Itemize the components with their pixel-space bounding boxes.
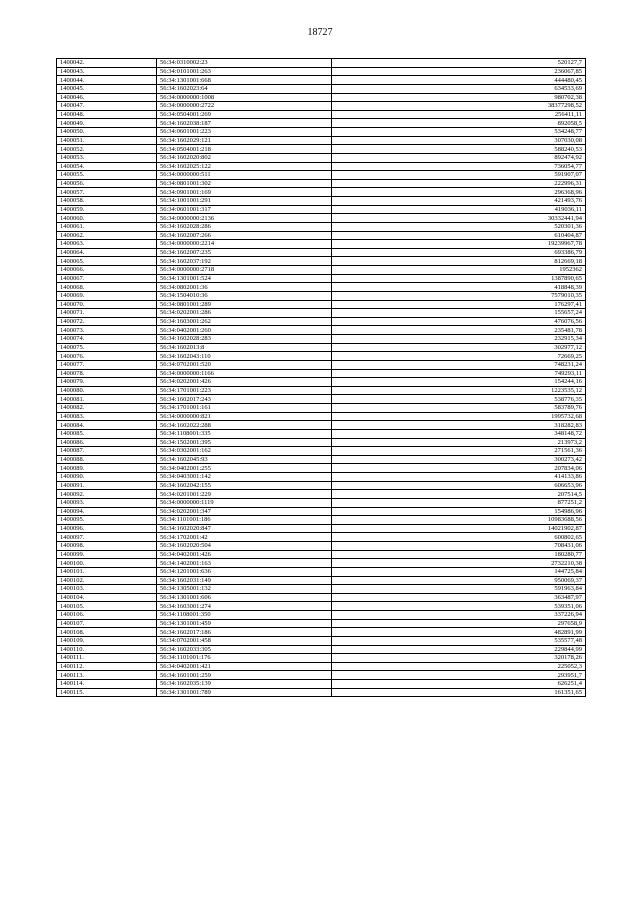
row-number-cell: 1400042.	[57, 59, 157, 68]
cadastral-number-cell: 56:34:0601001:317	[157, 205, 332, 214]
table-row	[57, 481, 586, 490]
cadastral-value-cell: 235481,78	[332, 326, 586, 335]
cadastral-number-cell: 56:34:1108001:350	[157, 611, 332, 620]
row-number-cell: 1400053.	[57, 153, 157, 162]
cadastral-number-cell: 56:34:1504010:36	[157, 291, 332, 300]
row-number-cell: 1400072.	[57, 317, 157, 326]
table-row	[57, 455, 586, 464]
table-row	[57, 671, 586, 680]
table-row	[57, 688, 586, 697]
table-row	[57, 619, 586, 628]
cadastral-number-cell: 56:34:1602013:8	[157, 343, 332, 352]
table-row	[57, 404, 586, 413]
row-number-cell: 1400082.	[57, 404, 157, 413]
cadastral-value-cell: 213973,2	[332, 438, 586, 447]
table-row	[57, 438, 586, 447]
row-number-cell: 1400043.	[57, 67, 157, 76]
row-number-cell: 1400069.	[57, 291, 157, 300]
table-row	[57, 343, 586, 352]
row-number-cell: 1400061.	[57, 222, 157, 231]
cadastral-number-cell: 56:34:1201001:636	[157, 567, 332, 576]
cadastral-number-cell: 56:34:1602029:121	[157, 136, 332, 145]
cadastral-value-cell: 1995732,68	[332, 412, 586, 421]
cadastral-value-cell: 297658,9	[332, 619, 586, 628]
row-number-cell: 1400068.	[57, 283, 157, 292]
row-number-cell: 1400101.	[57, 567, 157, 576]
cadastral-number-cell: 56:34:1602007:266	[157, 231, 332, 240]
cadastral-number-cell: 56:34:1001001:291	[157, 197, 332, 206]
row-number-cell: 1400055.	[57, 171, 157, 180]
cadastral-value-cell: 693386,79	[332, 248, 586, 257]
table-row	[57, 266, 586, 275]
cadastral-value-cell: 591963,84	[332, 585, 586, 594]
cadastral-number-cell: 56:34:0310002:23	[157, 59, 332, 68]
cadastral-value-cell: 606653,96	[332, 481, 586, 490]
cadastral-value-cell: 482891,99	[332, 628, 586, 637]
cadastral-number-cell: 56:34:1602028:283	[157, 335, 332, 344]
cadastral-value-cell: 363487,97	[332, 593, 586, 602]
cadastral-number-cell: 56:34:0504001:269	[157, 110, 332, 119]
cadastral-number-cell: 56:34:0702001:520	[157, 360, 332, 369]
table-row	[57, 662, 586, 671]
cadastral-value-cell: 180280,77	[332, 550, 586, 559]
table-row	[57, 257, 586, 266]
cadastral-number-cell: 56:34:0402001:426	[157, 550, 332, 559]
row-number-cell: 1400113.	[57, 671, 157, 680]
table-row	[57, 300, 586, 309]
cadastral-number-cell: 56:34:1701001:161	[157, 404, 332, 413]
table-row	[57, 240, 586, 249]
cadastral-value-cell: 534248,77	[332, 128, 586, 137]
row-number-cell: 1400063.	[57, 240, 157, 249]
cadastral-number-cell: 56:34:1602037:192	[157, 257, 332, 266]
table-row	[57, 231, 586, 240]
cadastral-value-cell: 591907,07	[332, 171, 586, 180]
row-number-cell: 1400045.	[57, 84, 157, 93]
cadastral-number-cell: 56:34:1301001:606	[157, 593, 332, 602]
table-row	[57, 429, 586, 438]
row-number-cell: 1400073.	[57, 326, 157, 335]
row-number-cell: 1400064.	[57, 248, 157, 257]
row-number-cell: 1400058.	[57, 197, 157, 206]
cadastral-value-cell: 19239967,78	[332, 240, 586, 249]
row-number-cell: 1400078.	[57, 369, 157, 378]
row-number-cell: 1400075.	[57, 343, 157, 352]
row-number-cell: 1400115.	[57, 688, 157, 697]
table-row	[57, 360, 586, 369]
cadastral-number-cell: 56:34:0000000:1166	[157, 369, 332, 378]
table-row	[57, 326, 586, 335]
row-number-cell: 1400093.	[57, 498, 157, 507]
cadastral-value-cell: 302977,12	[332, 343, 586, 352]
cadastral-value-cell: 38377298,52	[332, 102, 586, 111]
cadastral-number-cell: 56:34:0402001:260	[157, 326, 332, 335]
cadastral-number-cell: 56:34:1305001:132	[157, 585, 332, 594]
row-number-cell: 1400076.	[57, 352, 157, 361]
cadastral-number-cell: 56:34:1402001:163	[157, 559, 332, 568]
cadastral-number-cell: 56:34:1602022:288	[157, 421, 332, 430]
row-number-cell: 1400108.	[57, 628, 157, 637]
cadastral-value-table	[56, 58, 586, 697]
cadastral-value-cell: 812669,18	[332, 257, 586, 266]
row-number-cell: 1400079.	[57, 378, 157, 387]
table-row	[57, 567, 586, 576]
cadastral-number-cell: 56:34:1602007:235	[157, 248, 332, 257]
table-row	[57, 593, 586, 602]
cadastral-value-cell: 161351,65	[332, 688, 586, 697]
table-row	[57, 386, 586, 395]
cadastral-number-cell: 56:34:1602038:187	[157, 119, 332, 128]
cadastral-number-cell: 56:34:1602017:243	[157, 395, 332, 404]
cadastral-number-cell: 56:34:1602020:802	[157, 153, 332, 162]
table-row	[57, 490, 586, 499]
cadastral-number-cell: 56:34:1602035:139	[157, 680, 332, 689]
cadastral-value-cell: 708431,06	[332, 542, 586, 551]
cadastral-number-cell: 56:34:1603001:262	[157, 317, 332, 326]
cadastral-number-cell: 56:34:1602020:847	[157, 524, 332, 533]
row-number-cell: 1400051.	[57, 136, 157, 145]
cadastral-number-cell: 56:34:1602033:305	[157, 645, 332, 654]
table-row	[57, 516, 586, 525]
table-row	[57, 197, 586, 206]
cadastral-value-cell: 207834,06	[332, 464, 586, 473]
table-row	[57, 352, 586, 361]
cadastral-number-cell: 56:34:0802001:36	[157, 283, 332, 292]
table-row	[57, 153, 586, 162]
cadastral-value-cell: 236067,85	[332, 67, 586, 76]
table-row	[57, 205, 586, 214]
cadastral-value-cell: 10983688,56	[332, 516, 586, 525]
row-number-cell: 1400060.	[57, 214, 157, 223]
cadastral-value-cell: 418848,39	[332, 283, 586, 292]
table-body	[57, 59, 586, 697]
row-number-cell: 1400056.	[57, 179, 157, 188]
row-number-cell: 1400048.	[57, 110, 157, 119]
row-number-cell: 1400066.	[57, 266, 157, 275]
row-number-cell: 1400107.	[57, 619, 157, 628]
cadastral-number-cell: 56:34:1108001:335	[157, 429, 332, 438]
row-number-cell: 1400067.	[57, 274, 157, 283]
cadastral-value-cell: 318282,83	[332, 421, 586, 430]
table-row	[57, 680, 586, 689]
row-number-cell: 1400092.	[57, 490, 157, 499]
row-number-cell: 1400114.	[57, 680, 157, 689]
cadastral-number-cell: 56:34:0402001:421	[157, 662, 332, 671]
cadastral-number-cell: 56:34:1101001:186	[157, 516, 332, 525]
table-row	[57, 283, 586, 292]
row-number-cell: 1400087.	[57, 447, 157, 456]
row-number-cell: 1400094.	[57, 507, 157, 516]
row-number-cell: 1400046.	[57, 93, 157, 102]
row-number-cell: 1400085.	[57, 429, 157, 438]
cadastral-number-cell: 56:34:0302001:162	[157, 447, 332, 456]
cadastral-value-cell: 736054,77	[332, 162, 586, 171]
row-number-cell: 1400100.	[57, 559, 157, 568]
cadastral-value-cell: 419036,11	[332, 205, 586, 214]
cadastral-number-cell: 56:34:0402001:255	[157, 464, 332, 473]
row-number-cell: 1400098.	[57, 542, 157, 551]
table-row	[57, 473, 586, 482]
cadastral-value-cell: 610404,87	[332, 231, 586, 240]
row-number-cell: 1400089.	[57, 464, 157, 473]
cadastral-number-cell: 56:34:1701001:223	[157, 386, 332, 395]
cadastral-value-cell: 222996,31	[332, 179, 586, 188]
row-number-cell: 1400083.	[57, 412, 157, 421]
table-row	[57, 291, 586, 300]
row-number-cell: 1400054.	[57, 162, 157, 171]
cadastral-value-cell: 207514,5	[332, 490, 586, 499]
row-number-cell: 1400071.	[57, 309, 157, 318]
row-number-cell: 1400050.	[57, 128, 157, 137]
row-number-cell: 1400104.	[57, 593, 157, 602]
cadastral-number-cell: 56:34:1301001:459	[157, 619, 332, 628]
table-row	[57, 179, 586, 188]
row-number-cell: 1400110.	[57, 645, 157, 654]
table-row	[57, 110, 586, 119]
table-row	[57, 102, 586, 111]
cadastral-value-cell: 271561,36	[332, 447, 586, 456]
cadastral-number-cell: 56:34:1602031:149	[157, 576, 332, 585]
cadastral-value-cell: 293951,7	[332, 671, 586, 680]
cadastral-number-cell: 56:34:0601001:223	[157, 128, 332, 137]
row-number-cell: 1400097.	[57, 533, 157, 542]
row-number-cell: 1400088.	[57, 455, 157, 464]
cadastral-number-cell: 56:34:0702001:458	[157, 636, 332, 645]
cadastral-value-cell: 14021902,87	[332, 524, 586, 533]
cadastral-number-cell: 56:34:0000000:1119	[157, 498, 332, 507]
table-row	[57, 378, 586, 387]
cadastral-value-cell: 30332441,94	[332, 214, 586, 223]
table-row	[57, 533, 586, 542]
cadastral-value-cell: 155657,24	[332, 309, 586, 318]
cadastral-value-cell: 749293,11	[332, 369, 586, 378]
row-number-cell: 1400047.	[57, 102, 157, 111]
cadastral-value-cell: 296368,96	[332, 188, 586, 197]
cadastral-value-cell: 892058,5	[332, 119, 586, 128]
row-number-cell: 1400052.	[57, 145, 157, 154]
cadastral-number-cell: 56:34:0000000:2718	[157, 266, 332, 275]
cadastral-number-cell: 56:34:0000000:1008	[157, 93, 332, 102]
cadastral-number-cell: 56:34:1301001:524	[157, 274, 332, 283]
cadastral-value-cell: 421493,76	[332, 197, 586, 206]
cadastral-value-cell: 320178,26	[332, 654, 586, 663]
table-row	[57, 559, 586, 568]
table-row	[57, 498, 586, 507]
cadastral-number-cell: 56:34:1601001:259	[157, 671, 332, 680]
row-number-cell: 1400090.	[57, 473, 157, 482]
table-row	[57, 171, 586, 180]
row-number-cell: 1400103.	[57, 585, 157, 594]
row-number-cell: 1400062.	[57, 231, 157, 240]
page-number: 18727	[307, 27, 333, 38]
cadastral-value-cell: 229844,99	[332, 645, 586, 654]
cadastral-number-cell: 56:34:0000000:2214	[157, 240, 332, 249]
cadastral-value-cell: 626251,4	[332, 680, 586, 689]
cadastral-number-cell: 56:34:1101001:176	[157, 654, 332, 663]
table-row	[57, 222, 586, 231]
cadastral-number-cell: 56:34:1602043:110	[157, 352, 332, 361]
cadastral-value-cell: 225052,3	[332, 662, 586, 671]
table-row	[57, 335, 586, 344]
cadastral-value-cell: 444480,45	[332, 76, 586, 85]
cadastral-number-cell: 56:34:1702001:42	[157, 533, 332, 542]
row-number-cell: 1400095.	[57, 516, 157, 525]
row-number-cell: 1400111.	[57, 654, 157, 663]
cadastral-value-cell: 414133,86	[332, 473, 586, 482]
cadastral-value-cell: 144725,84	[332, 567, 586, 576]
cadastral-value-cell: 154244,16	[332, 378, 586, 387]
table-row	[57, 309, 586, 318]
cadastral-number-cell: 56:34:1602045:93	[157, 455, 332, 464]
table-row	[57, 507, 586, 516]
row-number-cell: 1400080.	[57, 386, 157, 395]
table-row	[57, 421, 586, 430]
table-row	[57, 145, 586, 154]
cadastral-number-cell: 56:34:0403001:142	[157, 473, 332, 482]
cadastral-number-cell: 56:34:0101001:263	[157, 67, 332, 76]
cadastral-value-cell: 232915,34	[332, 335, 586, 344]
table-row	[57, 84, 586, 93]
table-row	[57, 628, 586, 637]
cadastral-number-cell: 56:34:1502001:395	[157, 438, 332, 447]
table-row	[57, 369, 586, 378]
row-number-cell: 1400077.	[57, 360, 157, 369]
table-row	[57, 128, 586, 137]
table-row	[57, 524, 586, 533]
table-row	[57, 93, 586, 102]
row-number-cell: 1400065.	[57, 257, 157, 266]
cadastral-value-cell: 588240,53	[332, 145, 586, 154]
row-number-cell: 1400096.	[57, 524, 157, 533]
cadastral-value-cell: 307030,08	[332, 136, 586, 145]
cadastral-number-cell: 56:34:0201001:229	[157, 490, 332, 499]
table-row	[57, 274, 586, 283]
cadastral-value-cell: 600802,65	[332, 533, 586, 542]
cadastral-number-cell: 56:34:1603001:274	[157, 602, 332, 611]
cadastral-value-cell: 634533,69	[332, 84, 586, 93]
cadastral-value-cell: 476076,56	[332, 317, 586, 326]
cadastral-value-cell: 1223535,12	[332, 386, 586, 395]
cadastral-number-cell: 56:34:0202001:426	[157, 378, 332, 387]
cadastral-number-cell: 56:34:0202001:286	[157, 309, 332, 318]
cadastral-value-cell: 1387890,65	[332, 274, 586, 283]
table-row	[57, 636, 586, 645]
table-row	[57, 136, 586, 145]
cadastral-value-cell: 748231,24	[332, 360, 586, 369]
table-row	[57, 585, 586, 594]
row-number-cell: 1400106.	[57, 611, 157, 620]
table-row	[57, 188, 586, 197]
cadastral-value-cell: 892474,92	[332, 153, 586, 162]
cadastral-value-cell: 520127,7	[332, 59, 586, 68]
table-row	[57, 542, 586, 551]
cadastral-value-cell: 256411,11	[332, 110, 586, 119]
row-number-cell: 1400112.	[57, 662, 157, 671]
cadastral-value-cell: 348148,72	[332, 429, 586, 438]
table-row	[57, 412, 586, 421]
cadastral-number-cell: 56:34:0000000:821	[157, 412, 332, 421]
cadastral-value-cell: 980702,38	[332, 93, 586, 102]
cadastral-number-cell: 56:34:1301001:668	[157, 76, 332, 85]
cadastral-number-cell: 56:34:1602042:155	[157, 481, 332, 490]
cadastral-number-cell: 56:34:0504001:218	[157, 145, 332, 154]
cadastral-value-cell: 877251,2	[332, 498, 586, 507]
cadastral-number-cell: 56:34:1602025:122	[157, 162, 332, 171]
table-row	[57, 67, 586, 76]
cadastral-value-cell: 538776,35	[332, 395, 586, 404]
cadastral-number-cell: 56:34:1602020:504	[157, 542, 332, 551]
table-row	[57, 602, 586, 611]
cadastral-value-cell: 539351,06	[332, 602, 586, 611]
table-row	[57, 162, 586, 171]
row-number-cell: 1400105.	[57, 602, 157, 611]
cadastral-value-cell: 1952362	[332, 266, 586, 275]
cadastral-number-cell: 56:34:1301001:789	[157, 688, 332, 697]
table-row	[57, 550, 586, 559]
cadastral-value-cell: 2732210,38	[332, 559, 586, 568]
table-row	[57, 119, 586, 128]
table-row	[57, 59, 586, 68]
cadastral-value-cell: 520301,36	[332, 222, 586, 231]
row-number-cell: 1400099.	[57, 550, 157, 559]
cadastral-number-cell: 56:34:0202001:347	[157, 507, 332, 516]
cadastral-value-cell: 583789,76	[332, 404, 586, 413]
row-number-cell: 1400059.	[57, 205, 157, 214]
table-row	[57, 611, 586, 620]
cadastral-number-cell: 56:34:1602023:64	[157, 84, 332, 93]
cadastral-value-cell: 535577,48	[332, 636, 586, 645]
cadastral-value-cell: 154986,96	[332, 507, 586, 516]
cadastral-value-cell: 950069,37	[332, 576, 586, 585]
row-number-cell: 1400044.	[57, 76, 157, 85]
table-row	[57, 248, 586, 257]
row-number-cell: 1400074.	[57, 335, 157, 344]
cadastral-number-cell: 56:34:0801001:302	[157, 179, 332, 188]
row-number-cell: 1400086.	[57, 438, 157, 447]
row-number-cell: 1400109.	[57, 636, 157, 645]
row-number-cell: 1400084.	[57, 421, 157, 430]
cadastral-number-cell: 56:34:0901001:169	[157, 188, 332, 197]
row-number-cell: 1400081.	[57, 395, 157, 404]
table-row	[57, 654, 586, 663]
cadastral-value-cell: 72669,25	[332, 352, 586, 361]
table-row	[57, 645, 586, 654]
cadastral-number-cell: 56:34:0000000:511	[157, 171, 332, 180]
row-number-cell: 1400102.	[57, 576, 157, 585]
cadastral-value-cell: 176297,41	[332, 300, 586, 309]
cadastral-value-cell: 7579010,35	[332, 291, 586, 300]
table-row	[57, 447, 586, 456]
row-number-cell: 1400049.	[57, 119, 157, 128]
row-number-cell: 1400057.	[57, 188, 157, 197]
table-row	[57, 464, 586, 473]
table-row	[57, 395, 586, 404]
cadastral-number-cell: 56:34:1602028:286	[157, 222, 332, 231]
cadastral-number-cell: 56:34:0000000:2136	[157, 214, 332, 223]
table-row	[57, 317, 586, 326]
cadastral-value-cell: 300273,42	[332, 455, 586, 464]
row-number-cell: 1400070.	[57, 300, 157, 309]
cadastral-number-cell: 56:34:0000000:2722	[157, 102, 332, 111]
table-row	[57, 76, 586, 85]
row-number-cell: 1400091.	[57, 481, 157, 490]
cadastral-number-cell: 56:34:0801001:289	[157, 300, 332, 309]
cadastral-number-cell: 56:34:1602017:186	[157, 628, 332, 637]
table-row	[57, 576, 586, 585]
table-row	[57, 214, 586, 223]
cadastral-value-cell: 337226,94	[332, 611, 586, 620]
